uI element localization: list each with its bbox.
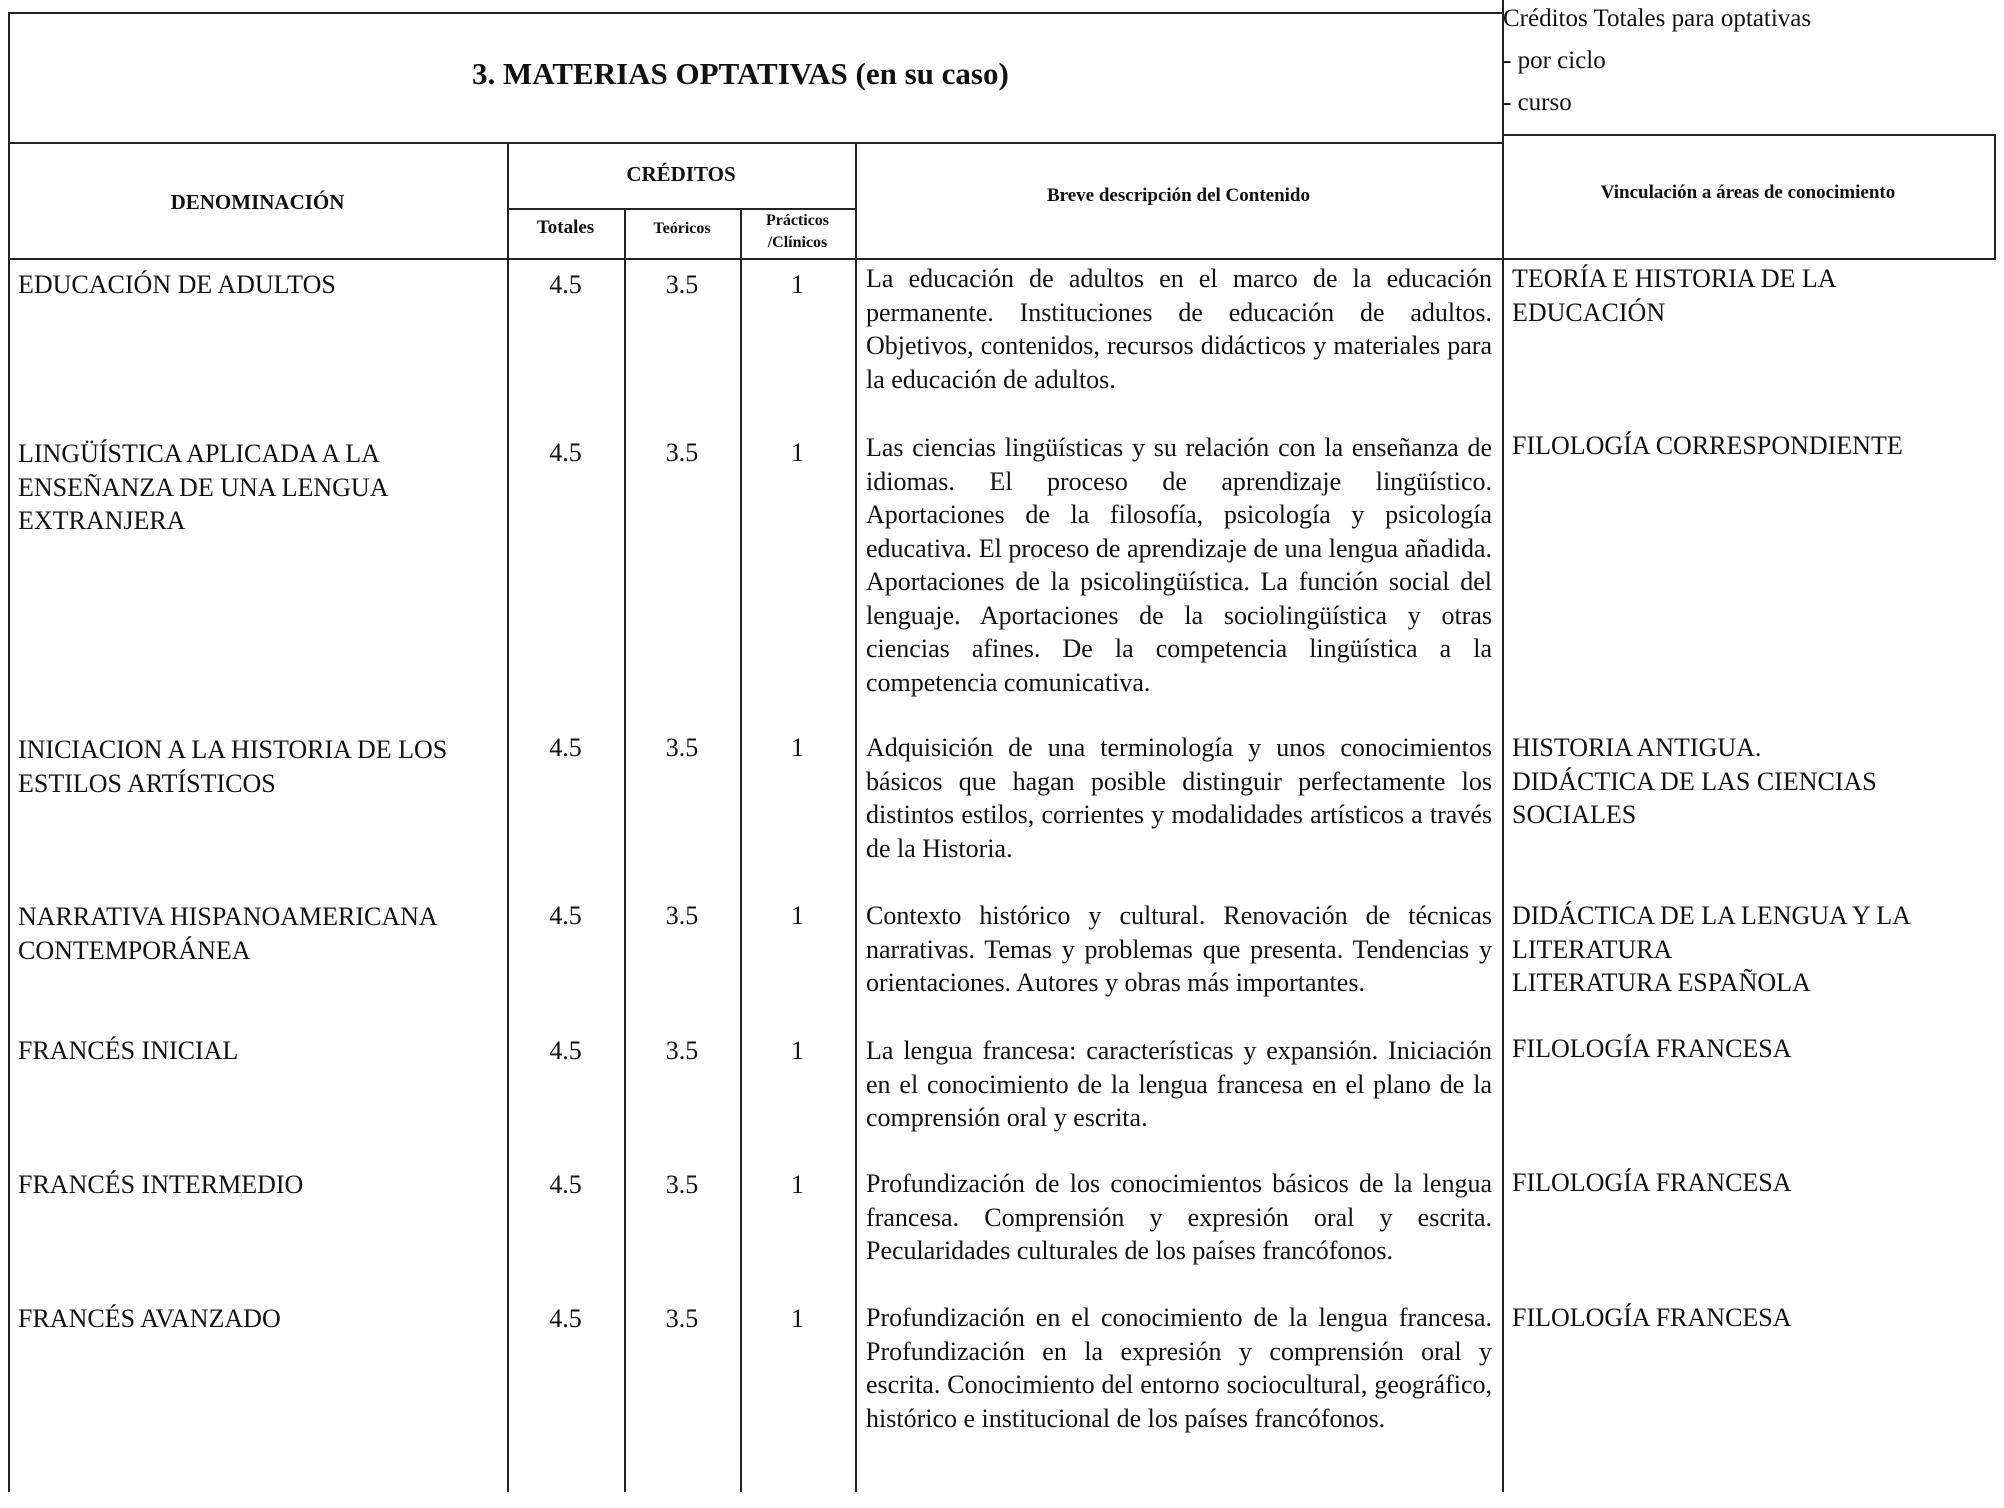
row-5-description: La lengua francesa: características y expansión. Iniciación en el conocimiento de la lengua francesa en el plano de la comprensión oral y escrita.	[866, 1036, 1492, 1132]
row-7-name: FRANCÉS AVANZADO	[18, 1304, 281, 1333]
row-1-totales: 4.5	[549, 270, 582, 299]
credits-box-por-ciclo: - por ciclo	[1503, 47, 1606, 74]
row-2-practicos: 1	[791, 438, 804, 467]
rule-left	[8, 12, 10, 1492]
row-7-description: Profundización en el conocimiento de la lengua francesa. Profundización en la expresión y comprensión oral y escrita. Conocimiento del entorno sociocultural, geográfico, histórico e institucional de los países francófonos.	[866, 1303, 1492, 1433]
credits-box	[1503, 0, 1811, 124]
row-5-area: FILOLOGÍA FRANCESA	[1512, 1034, 1792, 1063]
row-4-name: NARRATIVA HISPANOAMERICANA CONTEMPORÁNEA	[18, 902, 437, 965]
row-5-practicos: 1	[791, 1036, 804, 1065]
header-practicos: Prácticos /Clínicos	[765, 212, 830, 251]
rule-top-right	[1502, 134, 1996, 136]
credits-box-title: Créditos Totales para optativas	[1503, 5, 1812, 32]
rule-right	[1994, 134, 1996, 260]
row-2-description: Las ciencias lingüísticas y su relación con la enseñanza de idiomas. El proceso de aprendizaje lingüístico. Aportaciones de la filosofía, psicología y psicología educativa. El proceso de aprendizaje de una lengua añadida. Aportaciones de la psicolingüística. La función social del lenguaje. Aportaciones de la sociolingüística y otras ciencias afines. De la competencia lingüística a la competencia comunicativa.	[866, 433, 1492, 697]
rule-col-desc	[855, 142, 857, 1492]
row-6-totales: 4.5	[549, 1170, 582, 1199]
row-4-description: Contexto histórico y cultural. Renovación de técnicas narrativas. Temas y problemas que presenta. Tendencias y orientaciones. Autores y obras más importantes.	[866, 901, 1492, 997]
row-5-totales: 4.5	[549, 1036, 582, 1065]
header-vinculacion: Vinculación a áreas de conocimiento	[1600, 182, 1896, 203]
row-1-practicos: 1	[791, 270, 804, 299]
rule-header-bottom	[8, 258, 1996, 260]
rule-top	[8, 12, 1504, 14]
credits-box-curso: - curso	[1503, 89, 1572, 116]
row-6-practicos: 1	[791, 1170, 804, 1199]
row-1-description: La educación de adultos en el marco de la educación permanente. Instituciones de educación de adultos. Objetivos, contenidos, recursos didácticos y materiales para la educación de adultos.	[866, 264, 1492, 394]
rule-col-area	[1502, 0, 1504, 1492]
row-2-area: FILOLOGÍA CORRESPONDIENTE	[1512, 431, 1903, 460]
row-6-name: FRANCÉS INTERMEDIO	[18, 1170, 304, 1199]
row-1-name: EDUCACIÓN DE ADULTOS	[18, 270, 336, 299]
row-3-description: Adquisición de una terminología y unos conocimientos básicos que hagan posible distinguir perfectamente los distintos estilos, corrientes y modalidades artísticos a través de la Historia.	[866, 733, 1492, 863]
row-4-area: DIDÁCTICA DE LA LENGUA Y LA LITERATURA LITERATURA ESPAÑOLA	[1512, 901, 1910, 997]
row-1-teoricos: 3.5	[665, 270, 699, 299]
row-6-teoricos: 3.5	[665, 1170, 699, 1199]
row-1-area: TEORÍA E HISTORIA DE LA EDUCACIÓN	[1512, 264, 1836, 327]
row-5-teoricos: 3.5	[665, 1036, 699, 1065]
row-2-teoricos: 3.5	[665, 438, 699, 467]
row-2-totales: 4.5	[549, 438, 582, 467]
header-creditos: CRÉDITOS	[626, 162, 736, 186]
row-3-area: HISTORIA ANTIGUA. DIDÁCTICA DE LAS CIENCIAS SOCIALES	[1512, 733, 1877, 829]
rule-title-bottom	[8, 142, 1504, 144]
row-3-name: INICIACION A LA HISTORIA DE LOS ESTILOS ARTÍSTICOS	[18, 735, 448, 798]
row-7-totales: 4.5	[549, 1304, 582, 1333]
row-3-practicos: 1	[791, 733, 804, 762]
row-4-totales: 4.5	[549, 901, 582, 930]
rule-col-teoricos	[624, 208, 626, 1492]
row-6-description: Profundización de los conocimientos básicos de la lengua francesa. Comprensión y expresión oral y escrita. Pecularidades culturales de los países francófonos.	[866, 1169, 1492, 1265]
header-teoricos: Teóricos	[653, 220, 711, 237]
header-descripcion: Breve descripción del Contenido	[1046, 185, 1310, 206]
row-6-area: FILOLOGÍA FRANCESA	[1512, 1168, 1792, 1197]
rule-col-practicos	[740, 208, 742, 1492]
row-3-totales: 4.5	[549, 733, 582, 762]
row-2-name: LINGÜÍSTICA APLICADA A LA ENSEÑANZA DE UNA LENGUA EXTRANJERA	[18, 439, 388, 535]
row-5-name: FRANCÉS INICIAL	[18, 1036, 239, 1065]
row-4-teoricos: 3.5	[665, 901, 699, 930]
page-title: 3. MATERIAS OPTATIVAS (en su caso)	[472, 56, 1009, 91]
row-7-teoricos: 3.5	[665, 1304, 699, 1333]
header-totales: Totales	[536, 217, 595, 238]
row-4-practicos: 1	[791, 901, 804, 930]
rule-col-creditos	[507, 142, 509, 1492]
row-3-teoricos: 3.5	[665, 733, 699, 762]
header-denominacion: DENOMINACIÓN	[170, 190, 345, 214]
row-7-practicos: 1	[791, 1304, 804, 1333]
row-7-area: FILOLOGÍA FRANCESA	[1512, 1303, 1792, 1332]
